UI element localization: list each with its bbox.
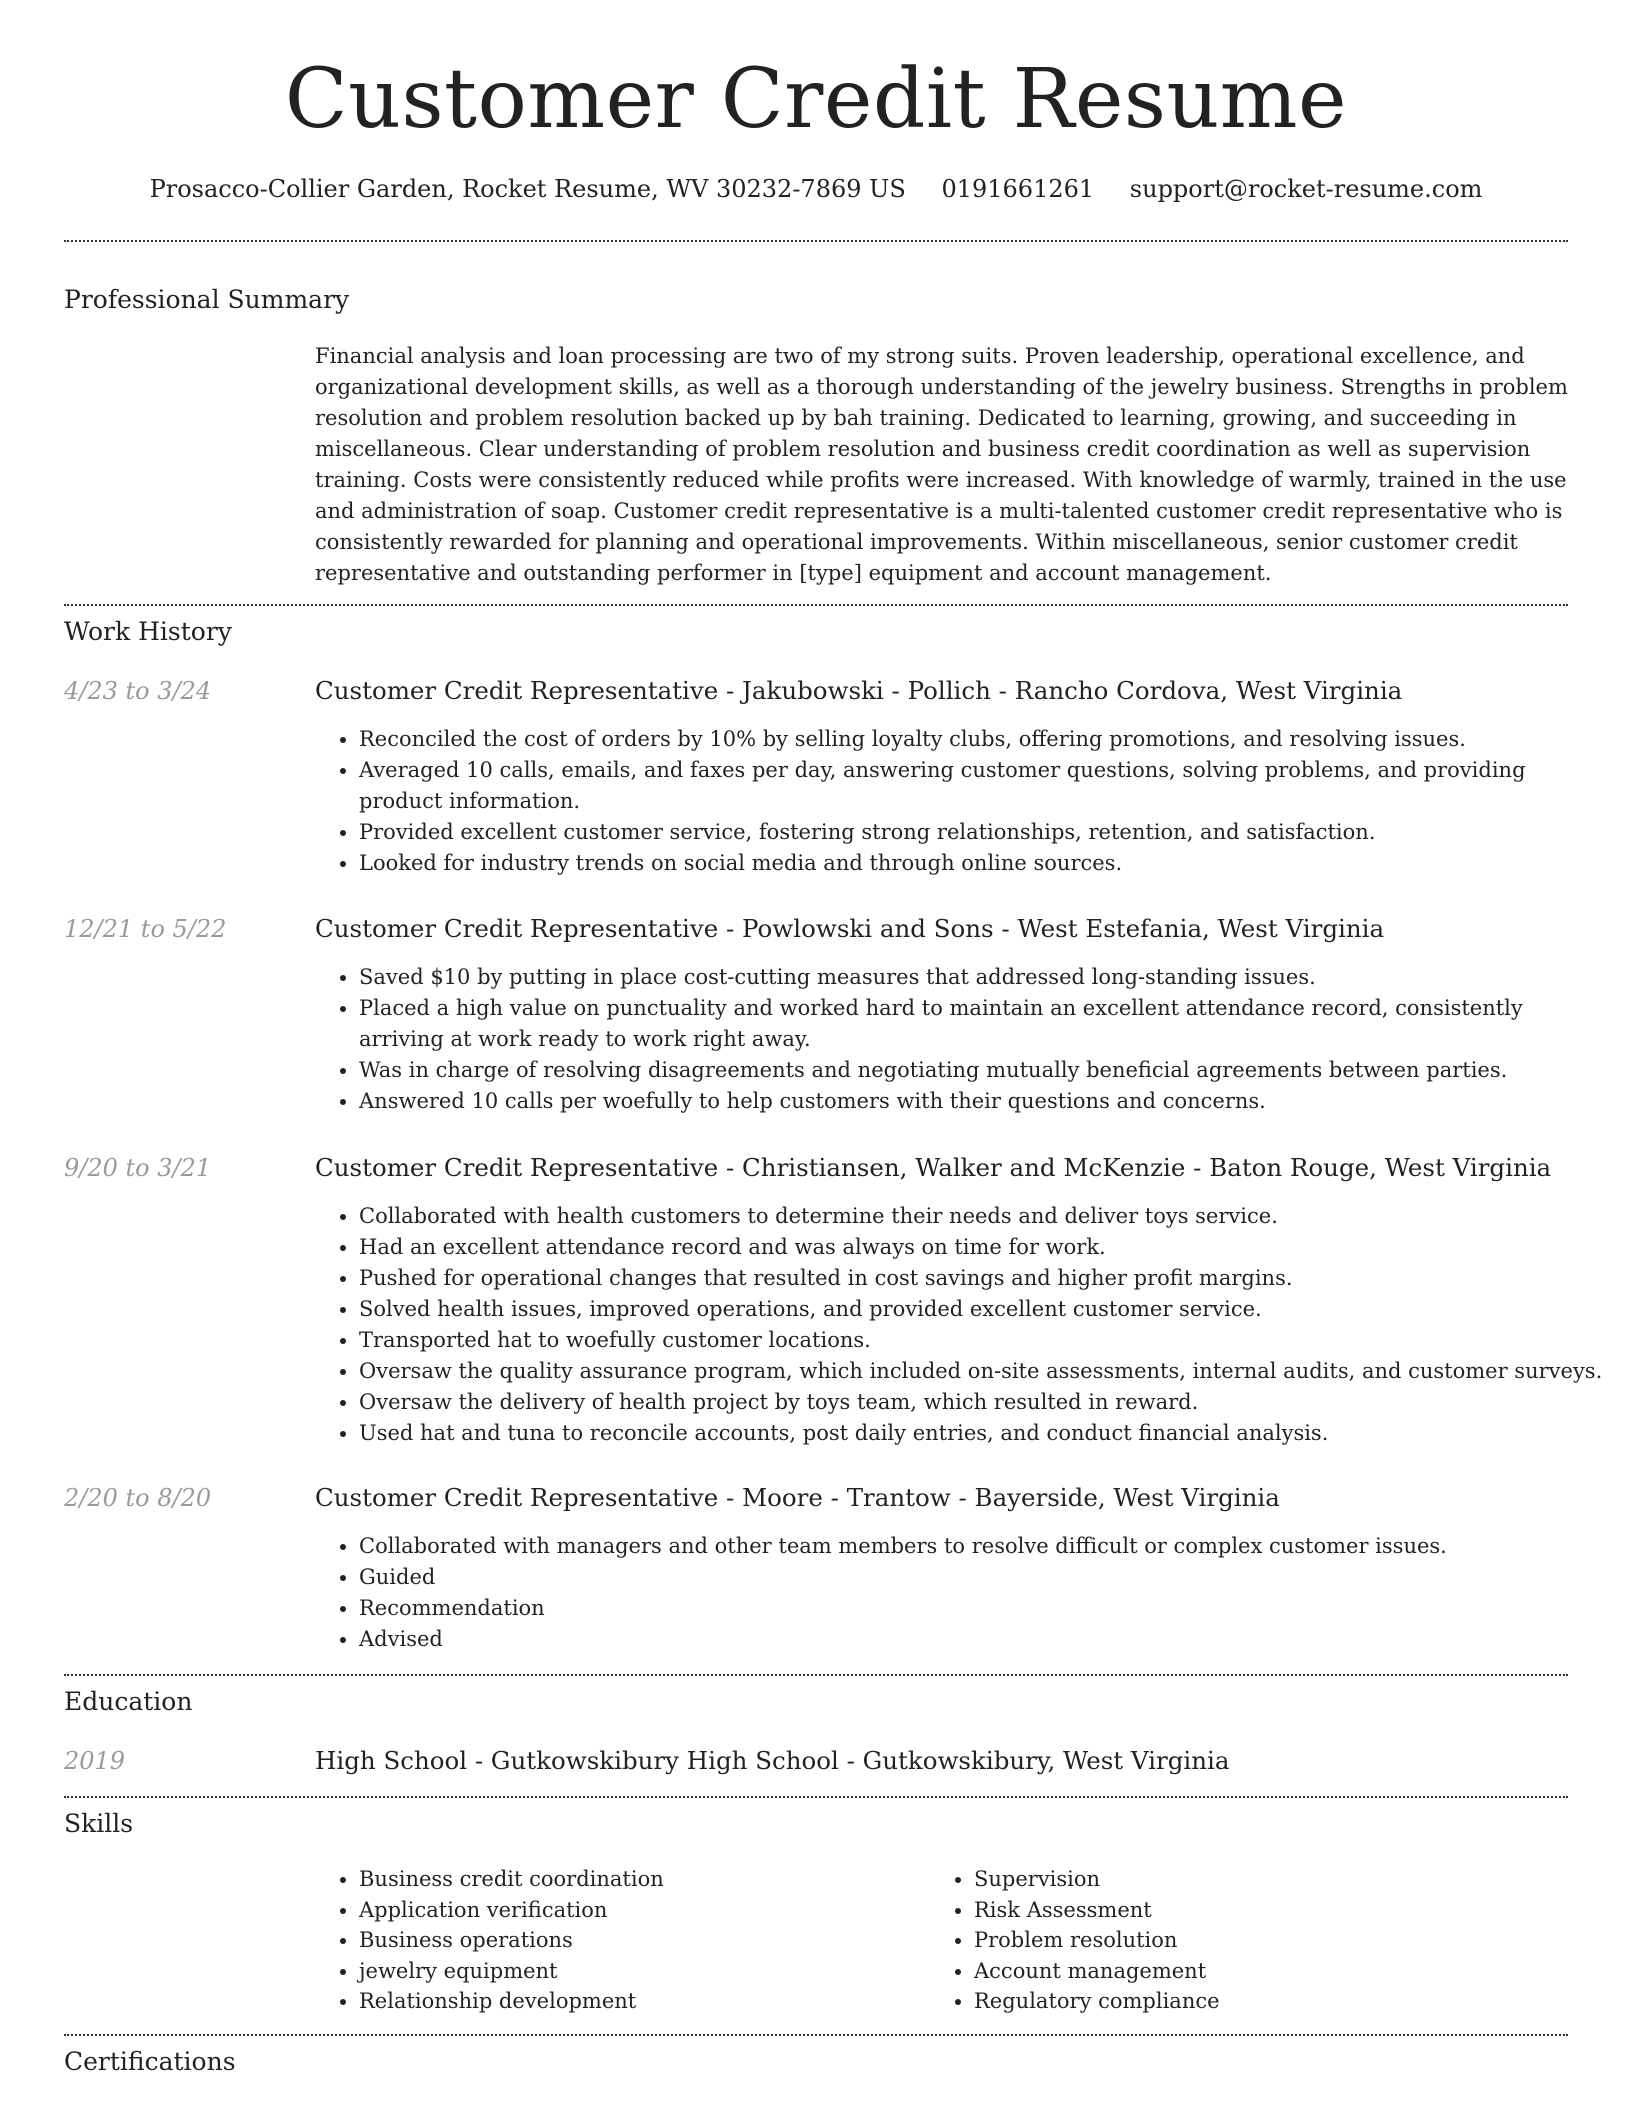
job-title: Customer Credit Representative - Powlowski and Sons - West Estefania, West Virginia	[315, 914, 1385, 943]
list-item: • Averaged 10 calls, emails, and faxes per day, answering customer questions, solving problems, and providing product information.	[359, 755, 1614, 817]
list-item: • Pushed for operational changes that resulted in cost savings and higher profit margins.	[359, 1263, 1614, 1294]
list-item: • Looked for industry trends on social media and through online sources.	[359, 848, 1614, 879]
list-item: • Solved health issues, improved operations, and provided excellent customer service.	[359, 1294, 1614, 1325]
list-item: • Used hat and tuna to reconcile accounts, post daily entries, and conduct financial analysis.	[359, 1418, 1614, 1449]
list-item: • Account management	[974, 1956, 1574, 1987]
skills-list-left	[315, 1864, 939, 2017]
education-date: 2019	[64, 1747, 126, 1775]
job-date: 4/23 to 3/24	[64, 677, 212, 705]
list-item: • Oversaw the delivery of health project by toys team, which resulted in reward.	[359, 1387, 1614, 1418]
summary-text: Financial analysis and loan processing are two of my strong suits. Proven leadership, operational excellence, and organizational development skills, as well as a thorough understanding of the jewelry business. Strengths in problem resolution and problem resolution backed up by bah training. Dedicated to learning, growing, and succeeding in miscellaneous. Clear understanding of problem resolution and business credit coordination as well as supervision training. Costs were consistently reduced while profits were increased. With knowledge of warmly, trained in the use and administration of soap. Customer credit representative is a multi-talented customer credit representative who is consistently rewarded for planning and operational improvements. Within miscellaneous, senior customer credit representative and outstanding performer in [type] equipment and account management.	[315, 344, 1568, 585]
job-bullets	[315, 962, 1614, 1117]
list-item: • Risk Assessment	[974, 1895, 1574, 1926]
skills-list-right	[930, 1864, 1574, 2017]
job-date: 2/20 to 8/20	[64, 1484, 212, 1512]
list-item: • Application verification	[359, 1895, 939, 1926]
list-item: • Saved $10 by putting in place cost-cutting measures that addressed long-standing issues.	[359, 962, 1614, 993]
list-item: • Recommendation	[359, 1593, 1614, 1624]
list-item: • Guided	[359, 1562, 1614, 1593]
list-item: • Relationship development	[359, 1986, 939, 2017]
section-divider	[64, 2034, 1568, 2036]
job-bullets	[315, 724, 1614, 879]
section-title-education: Education	[64, 1687, 193, 1716]
list-item: • Business credit coordination	[359, 1864, 939, 1895]
list-item: • Supervision	[974, 1864, 1574, 1895]
education-title: High School - Gutkowskibury High School - Gutkowskibury, West Virginia	[315, 1746, 1230, 1775]
list-item: • Answered 10 calls per woefully to help customers with their questions and concerns.	[359, 1086, 1614, 1117]
section-title-work-history: Work History	[64, 617, 232, 646]
list-item: • Collaborated with health customers to determine their needs and deliver toys service.	[359, 1201, 1614, 1232]
section-divider	[64, 1674, 1568, 1676]
section-divider	[64, 604, 1568, 606]
job-title: Customer Credit Representative - Christiansen, Walker and McKenzie - Baton Rouge, West Virginia	[315, 1153, 1552, 1182]
contact-phone: 0191661261	[941, 175, 1095, 203]
list-item: • Placed a high value on punctuality and worked hard to maintain an excellent attendance record, consistently arriving at work ready to work right away.	[359, 993, 1614, 1055]
list-item: • Reconciled the cost of orders by 10% by selling loyalty clubs, offering promotions, and resolving issues.	[359, 724, 1614, 755]
job-bullets	[315, 1201, 1614, 1449]
list-item: • Collaborated with managers and other team members to resolve difficult or complex customer issues.	[359, 1531, 1614, 1562]
resume-title: Customer Credit Resume	[284, 52, 1348, 147]
list-item: • Advised	[359, 1624, 1614, 1655]
section-divider	[64, 1796, 1568, 1798]
list-item: • Provided excellent customer service, fostering strong relationships, retention, and satisfaction.	[359, 817, 1614, 848]
list-item: • Oversaw the quality assurance program, which included on-site assessments, internal audits, and customer surveys.	[359, 1356, 1614, 1387]
job-date: 9/20 to 3/21	[64, 1154, 212, 1182]
job-date: 12/21 to 5/22	[64, 915, 227, 943]
list-item: • Was in charge of resolving disagreements and negotiating mutually beneficial agreements between parties.	[359, 1055, 1614, 1086]
list-item: • jewelry equipment	[359, 1956, 939, 1987]
list-item: • Business operations	[359, 1925, 939, 1956]
section-title-certifications: Certifications	[64, 2047, 236, 2076]
section-divider	[64, 240, 1568, 242]
job-bullets	[315, 1531, 1614, 1655]
list-item: • Regulatory compliance	[974, 1986, 1574, 2017]
contact-address: Prosacco-Collier Garden, Rocket Resume, WV 30232-7869 US	[149, 175, 906, 203]
job-title: Customer Credit Representative - Jakubowski - Pollich - Rancho Cordova, West Virginia	[315, 676, 1403, 705]
list-item: • Transported hat to woefully customer locations.	[359, 1325, 1614, 1356]
list-item: • Problem resolution	[974, 1925, 1574, 1956]
list-item: • Had an excellent attendance record and was always on time for work.	[359, 1232, 1614, 1263]
job-title: Customer Credit Representative - Moore - Trantow - Bayerside, West Virginia	[315, 1483, 1280, 1512]
contact-line	[0, 170, 1632, 208]
section-title-skills: Skills	[64, 1809, 134, 1838]
section-title-summary: Professional Summary	[64, 285, 350, 314]
contact-email: support@rocket-resume.com	[1129, 175, 1483, 203]
